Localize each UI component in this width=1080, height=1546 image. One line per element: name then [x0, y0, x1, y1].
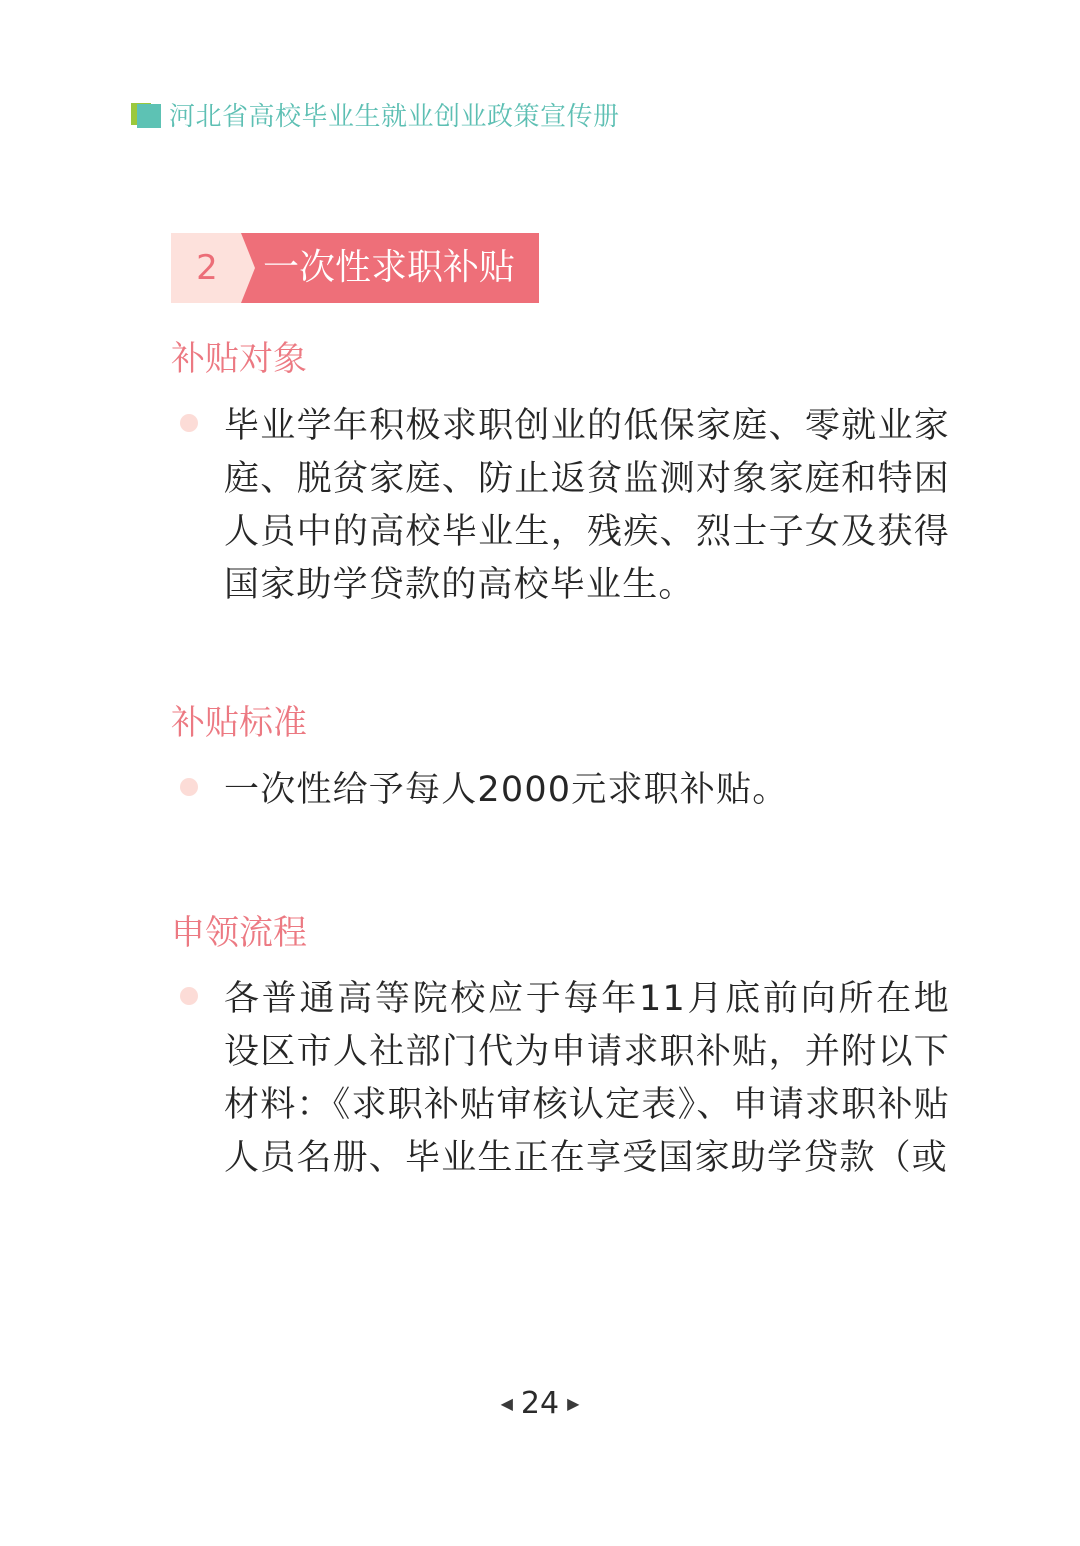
paragraph-application-process: 各普通高等院校应于每年11月底前向所在地设区市人社部门代为申请求职补贴，并附以下材料：《求职补贴审核认定表》、申请求职补贴人员名册、毕业生正在享受国家助学贷款（或: [224, 979, 950, 1178]
section-number: 2: [196, 248, 218, 288]
page-navigator: [0, 1383, 1080, 1423]
list-item: [180, 400, 960, 612]
list-item: [180, 764, 960, 817]
section-banner: [171, 233, 539, 303]
page-number: 24: [520, 1385, 560, 1421]
list-item: [180, 973, 960, 1185]
bullet-icon: [180, 778, 198, 796]
subheading-subsidy-target: 补贴对象: [171, 339, 307, 379]
paragraph-subsidy-target: 毕业学年积极求职创业的低保家庭、零就业家庭、脱贫家庭、防止返贫监测对象家庭和特困人员中的高校毕业生，残疾、烈士子女及获得国家助学贷款的高校毕业生。: [224, 406, 950, 605]
right-triangle-icon[interactable]: ▶: [567, 1393, 580, 1413]
header-logo-icon: [131, 98, 163, 130]
bullet-icon: [180, 414, 198, 432]
subheading-application-process: 申领流程: [171, 913, 307, 953]
document-header: [131, 96, 620, 132]
bullet-icon: [180, 987, 198, 1005]
section-title: 一次性求职补贴: [263, 247, 516, 288]
header-title: 河北省高校毕业生就业创业政策宣传册: [169, 101, 620, 132]
subheading-subsidy-standard: 补贴标准: [171, 703, 307, 743]
paragraph-subsidy-standard: 一次性给予每人2000元求职补贴。: [224, 770, 789, 810]
left-triangle-icon[interactable]: ◀: [500, 1393, 513, 1413]
